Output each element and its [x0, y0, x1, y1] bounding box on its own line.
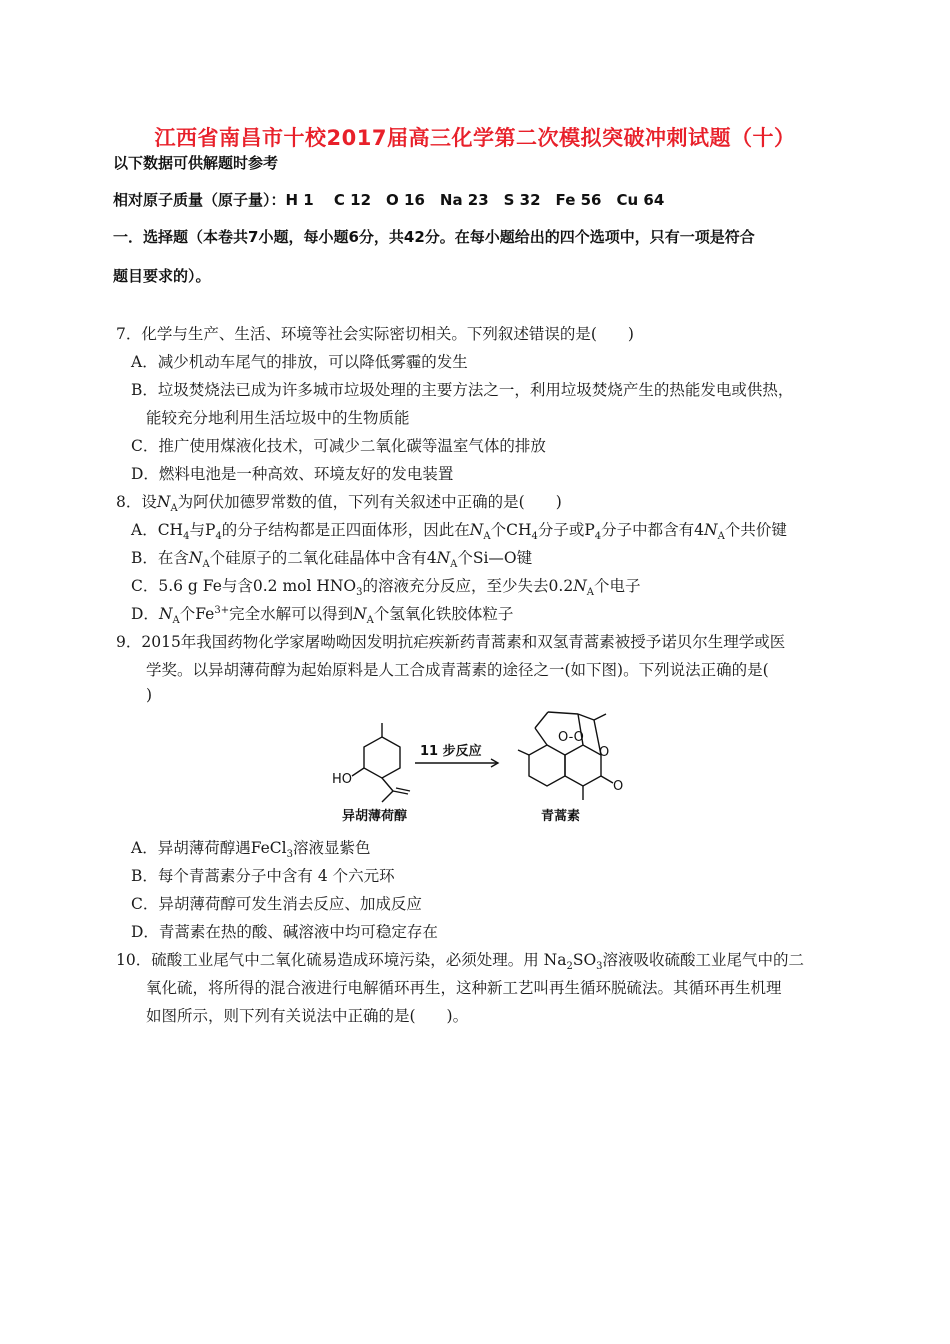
na-symbol: N	[188, 549, 203, 567]
q8-option-d	[131, 602, 513, 626]
subscript: 4	[215, 531, 222, 543]
q8-stem-text: 为阿伏加德罗常数的值，下列有关叙述中正确的是( )	[177, 493, 562, 511]
na-subscript: A	[172, 615, 180, 627]
subscript: 2	[566, 961, 573, 973]
option-text: 个电子	[593, 577, 641, 595]
subscript: 4	[183, 531, 190, 543]
option-text: 个CH	[490, 521, 532, 539]
na-symbol: N	[469, 521, 484, 539]
q9-option-d: D．青蒿素在热的酸、碱溶液中均可稳定存在	[131, 923, 438, 941]
q10-stem-line3: 如图所示，则下列有关说法中正确的是( )。	[146, 1007, 469, 1025]
stem-text: 溶液吸收硫酸工业尾气中的二	[602, 951, 805, 969]
na-symbol: N	[436, 549, 451, 567]
na-symbol: N	[573, 577, 587, 595]
option-text: 分子或P	[537, 521, 595, 539]
subscript: 3	[286, 849, 293, 861]
option-text: 与P	[189, 521, 216, 539]
q10-stem-line1	[116, 948, 804, 972]
q8-stem	[116, 490, 562, 514]
option-text: C．5.6 g Fe与含0.2 mol HNO	[131, 577, 357, 595]
ho-label: HO	[332, 772, 353, 787]
na-symbol: N	[158, 605, 173, 623]
q7-option-b-line2: 能较充分地利用生活垃圾中的生物质能	[146, 409, 410, 427]
option-text: 完全水解可以得到	[229, 605, 354, 623]
q9-option-c: C．异胡薄荷醇可发生消去反应、加成反应	[131, 895, 422, 913]
option-text: 的溶液充分反应，至少失去0.2	[362, 577, 574, 595]
na-symbol: N	[156, 493, 171, 511]
na-subscript: A	[170, 503, 178, 515]
option-text: D．	[131, 605, 159, 623]
superscript: 3+	[214, 604, 230, 616]
reference-header: 以下数据可供解题时参考	[113, 154, 279, 172]
q8-stem-text: 8．设	[116, 493, 157, 511]
q9-stem-line2: 学奖。以异胡薄荷醇为起始原料是人工合成青蒿素的途径之一(如下图)。下列说法正确的是(	[146, 661, 769, 679]
q7-option-c: C．推广使用煤液化技术，可减少二氧化碳等温室气体的排放	[131, 437, 546, 455]
artemisinin-name: 青蒿素	[541, 809, 581, 824]
na-symbol: N	[704, 521, 718, 539]
subscript: 3	[596, 961, 603, 973]
na-subscript: A	[717, 531, 725, 543]
q9-option-b: B．每个青蒿素分子中含有 4 个六元环	[131, 867, 395, 885]
option-text: 分子中都含有4	[601, 521, 705, 539]
subscript: 4	[594, 531, 602, 543]
q7-stem: 7．化学与生产、生活、环境等社会实际密切相关。下列叙述错误的是( )	[116, 325, 634, 343]
q7-option-b-line1: B．垃圾焚烧法已成为许多城市垃圾处理的主要方法之一，利用垃圾焚烧产生的热能发电或供热，	[131, 381, 794, 399]
peroxide-label: O-O	[558, 730, 584, 745]
option-text: A．CH	[131, 521, 184, 539]
q8-option-b	[131, 546, 532, 570]
atomic-mass-line: 相对原子质量（原子量）：H 1 C 12 O 16 Na 23 S 32 Fe 56 Cu 64	[113, 191, 665, 209]
q9-option-a	[131, 836, 370, 860]
na-subscript: A	[366, 615, 374, 627]
q7-option-a: A．减少机动车尾气的排放，可以降低雾霾的发生	[131, 353, 468, 371]
q8-option-c	[131, 574, 641, 598]
carbonyl-oxygen-label: O	[613, 779, 624, 794]
arrow-label: 11 步反应	[420, 744, 482, 759]
q8-option-a	[131, 518, 787, 542]
na-subscript: A	[450, 559, 458, 571]
q7-option-d: D．燃料电池是一种高效、环境友好的发电装置	[131, 465, 454, 483]
section-instructions-line1: 一．选择题（本卷共7小题，每小题6分，共42分。在每小题给出的四个选项中，只有一项是符合	[113, 228, 755, 246]
stem-text: SO	[572, 951, 597, 969]
isopulegol-structure	[352, 723, 410, 802]
option-text: 的分子结构都是正四面体形，因此在	[221, 521, 470, 539]
na-symbol: N	[353, 605, 367, 623]
section-instructions-line2: 题目要求的）。	[113, 267, 211, 285]
option-text: 溶液显紫色	[292, 839, 371, 857]
option-text: 个共价键	[724, 521, 787, 539]
subscript: 4	[531, 531, 538, 543]
q9-stem-line1: 9．2015年我国药物化学家屠呦呦因发明抗疟疾新药青蒿素和双氢青蒿素被授予诺贝尔生理学或医	[116, 633, 786, 651]
option-text: A．异胡薄荷醇遇FeCl	[131, 839, 287, 857]
option-text: 个Fe	[179, 605, 215, 623]
option-text: 个氢氧化铁胶体粒子	[373, 605, 514, 623]
na-subscript: A	[202, 559, 210, 571]
reaction-arrow	[415, 759, 498, 767]
option-text: 个硅原子的二氧化硅晶体中含有4	[209, 549, 437, 567]
isopulegol-name: 异胡薄荷醇	[342, 809, 408, 824]
subscript: 3	[356, 587, 363, 599]
q10-stem-line2: 氧化硫，将所得的混合液进行电解循环再生，这种新工艺叫再生循环脱硫法。其循环再生机理	[146, 979, 782, 997]
page-title: 江西省南昌市十校2017届高三化学第二次模拟突破冲刺试题（十）	[154, 126, 796, 150]
stem-text: 10．硫酸工业尾气中二氧化硫易造成环境污染，必须处理。用 Na	[116, 951, 567, 969]
na-subscript: A	[483, 531, 491, 543]
ring-oxygen-label: O	[599, 745, 610, 760]
q9-stem-line3: )	[146, 686, 153, 704]
option-text: 个Si—O键	[457, 549, 533, 567]
reaction-scheme-figure	[330, 700, 630, 830]
na-subscript: A	[586, 587, 594, 599]
option-text: B．在含	[131, 549, 189, 567]
